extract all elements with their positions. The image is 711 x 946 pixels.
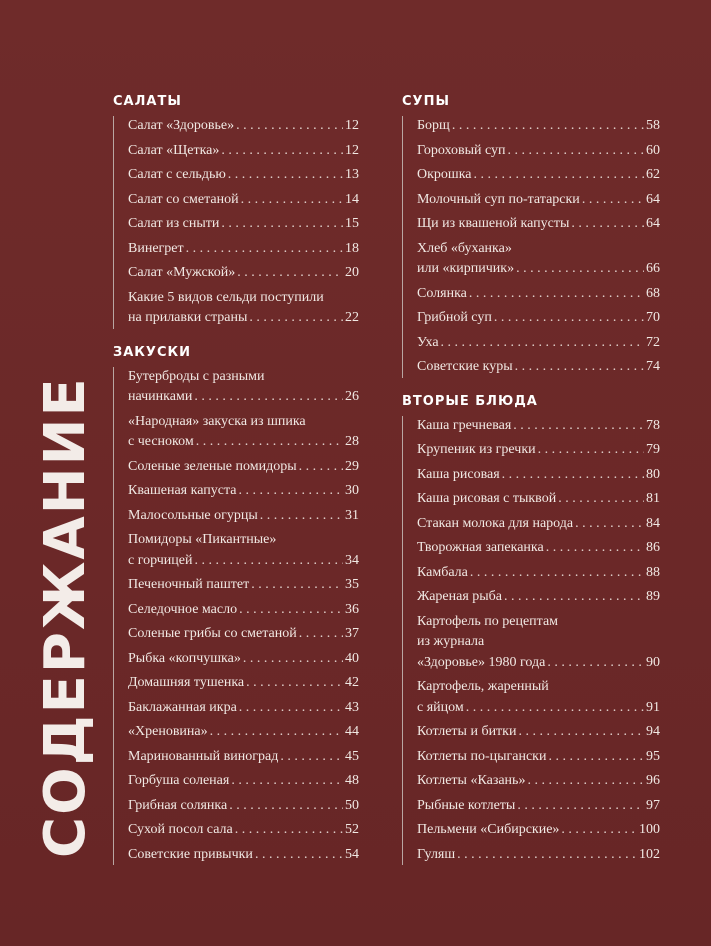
- toc-entry-page-number: 36: [345, 601, 359, 617]
- toc-entry-page-number: 40: [345, 650, 359, 666]
- toc-entry[interactable]: [417, 416, 660, 437]
- toc-entry-line: [128, 506, 359, 527]
- toc-entry-page-number: 28: [345, 434, 359, 449]
- dot-leader: [228, 165, 343, 186]
- toc-entry-page-number: 60: [646, 142, 660, 158]
- dot-leader: [210, 722, 343, 743]
- toc-entry-title: Салат «Щетка»: [128, 142, 220, 158]
- toc-entry[interactable]: [417, 214, 660, 235]
- toc-entry-line: [417, 214, 660, 235]
- dot-leader: [221, 214, 343, 235]
- toc-entry-line: [417, 239, 660, 260]
- toc-entry-title: Уха: [417, 334, 439, 350]
- toc-entry-title: на прилавки страны: [128, 310, 248, 325]
- dot-leader: [235, 820, 343, 841]
- dot-leader: [186, 239, 343, 260]
- section-heading: САЛАТЫ: [113, 94, 182, 109]
- toc-entry-title: Помидоры «Пикантные»: [128, 532, 277, 547]
- toc-entry-title: Борщ: [417, 118, 450, 133]
- dot-leader: [474, 165, 645, 186]
- toc-entry-page-number: 81: [646, 491, 660, 506]
- toc-entry[interactable]: [128, 116, 359, 137]
- toc-entry-line: [128, 432, 359, 453]
- toc-entry[interactable]: [417, 357, 660, 378]
- toc-entry-title: Селедочное масло: [128, 601, 238, 617]
- toc-entry[interactable]: [417, 820, 660, 841]
- toc-entry[interactable]: [417, 489, 660, 510]
- toc-entry-title: Крупеник из гречки: [417, 442, 536, 457]
- toc-entry-page-number: 90: [646, 654, 660, 670]
- toc-entry-line: [417, 333, 660, 354]
- toc-entry[interactable]: [128, 845, 359, 866]
- toc-entry-page-number: 78: [646, 417, 660, 433]
- dot-leader: [236, 116, 343, 137]
- toc-entry[interactable]: [128, 698, 359, 719]
- toc-entry-page-number: 31: [345, 507, 359, 523]
- toc-entry-page-number: 54: [345, 846, 359, 862]
- toc-entry[interactable]: [417, 514, 660, 535]
- toc-entry[interactable]: [417, 677, 660, 718]
- dot-leader: [504, 587, 644, 608]
- toc-entry-title: Рыбные котлеты: [417, 797, 516, 813]
- dot-leader: [518, 722, 644, 743]
- toc-entry-line: [417, 141, 660, 162]
- toc-entry-title: Салат с сельдью: [128, 167, 226, 182]
- toc-entry-line: [128, 575, 359, 596]
- section-entries: [113, 367, 359, 866]
- toc-entry-line: [417, 465, 660, 486]
- toc-entry[interactable]: [128, 457, 359, 478]
- toc-entry-line: [128, 141, 359, 162]
- toc-entry[interactable]: [128, 506, 359, 527]
- toc-entry-title: Малосольные огурцы: [128, 507, 258, 523]
- toc-entry-title: Котлеты и битки: [417, 724, 517, 739]
- dot-leader: [195, 551, 344, 572]
- dot-leader: [452, 116, 644, 137]
- toc-right-column: [402, 92, 660, 869]
- dot-leader: [517, 796, 644, 817]
- toc-entry-line: [128, 165, 359, 186]
- toc-entry-page-number: 95: [646, 748, 660, 764]
- toc-entry-title: Каша рисовая с тыквой: [417, 491, 557, 506]
- toc-entry-page-number: 35: [345, 577, 359, 592]
- toc-entry-title: из журнала: [417, 634, 485, 649]
- toc-entry-line: [417, 116, 660, 137]
- dot-leader: [251, 575, 343, 596]
- toc-entry[interactable]: [417, 722, 660, 743]
- toc-entry-title: Печеночный паштет: [128, 577, 250, 592]
- toc-entry-title: Котлеты «Казань»: [417, 773, 526, 788]
- toc-entry-title: Молочный суп по-татарски: [417, 191, 580, 207]
- dot-leader: [441, 333, 644, 354]
- toc-entry-title: Стакан молока для народа: [417, 515, 574, 531]
- toc-entry-title: Бутерброды с разными: [128, 368, 265, 384]
- toc-entry-line: [128, 600, 359, 621]
- toc-entry-title: Какие 5 видов сельди поступили: [128, 289, 324, 305]
- dot-leader: [548, 747, 644, 768]
- toc-entry-page-number: 88: [646, 564, 660, 580]
- toc-entry-line: [417, 587, 660, 608]
- toc-entry-title: Сухой посол сала: [128, 822, 233, 837]
- toc-entry-line: [128, 412, 359, 433]
- section-entries: [402, 416, 660, 866]
- dot-leader: [299, 624, 343, 645]
- dot-leader: [466, 698, 644, 719]
- dot-leader: [299, 457, 343, 478]
- toc-entry-line: [128, 288, 359, 309]
- toc-left-column: [113, 92, 359, 869]
- toc-entry-title: Квашеная капуста: [128, 483, 237, 498]
- toc-entry[interactable]: [417, 190, 660, 211]
- toc-entry-page-number: 29: [345, 458, 359, 474]
- dot-leader: [558, 489, 644, 510]
- toc-entry-page-number: 43: [345, 699, 359, 715]
- toc-entry-title: Каша гречневая: [417, 417, 512, 433]
- toc-entry-page-number: 80: [646, 466, 660, 482]
- toc-entry-page-number: 74: [646, 359, 660, 374]
- toc-entry-line: [417, 514, 660, 535]
- toc-entry-title: Жареная рыба: [417, 589, 503, 604]
- toc-entry-title: Соленые грибы со сметаной: [128, 626, 297, 641]
- toc-entry-line: [417, 632, 660, 653]
- toc-entry[interactable]: [417, 587, 660, 608]
- toc-entry[interactable]: [128, 722, 359, 743]
- dot-leader: [515, 357, 644, 378]
- toc-entry[interactable]: [128, 600, 359, 621]
- toc-entry-title: Грибной суп: [417, 310, 492, 325]
- toc-entry-page-number: 48: [345, 773, 359, 788]
- toc-entry-line: [417, 796, 660, 817]
- toc-entry-page-number: 50: [345, 797, 359, 813]
- toc-entry-title: Рыбка «копчушка»: [128, 650, 241, 666]
- toc-entry-title: Грибная солянка: [128, 797, 228, 813]
- toc-entry[interactable]: [417, 440, 660, 461]
- toc-entry-line: [417, 612, 660, 633]
- dot-leader: [513, 416, 644, 437]
- toc-entry-line: [417, 440, 660, 461]
- toc-entry[interactable]: [128, 820, 359, 841]
- toc-entry[interactable]: [417, 563, 660, 584]
- toc-entry[interactable]: [128, 649, 359, 670]
- toc-entry-line: [417, 284, 660, 305]
- toc-entry[interactable]: [128, 575, 359, 596]
- toc-entry-page-number: 34: [345, 552, 359, 568]
- dot-leader: [229, 796, 343, 817]
- section-heading: СУПЫ: [402, 94, 450, 109]
- toc-entry-line: [128, 190, 359, 211]
- toc-entry-page-number: 102: [639, 846, 660, 862]
- toc-entry-line: [128, 845, 359, 866]
- toc-entry-page-number: 79: [646, 442, 660, 457]
- toc-entry[interactable]: [128, 481, 359, 502]
- dot-leader: [196, 432, 343, 453]
- toc-entry[interactable]: [128, 624, 359, 645]
- toc-entry-line: [417, 165, 660, 186]
- toc-entry-page-number: 96: [646, 773, 660, 788]
- dot-leader: [494, 308, 644, 329]
- toc-entry[interactable]: [417, 845, 660, 866]
- dot-leader: [457, 845, 637, 866]
- toc-entry-title: Гуляш: [417, 846, 456, 862]
- toc-entry[interactable]: [417, 796, 660, 817]
- toc-entry[interactable]: [417, 612, 660, 674]
- dot-leader: [538, 440, 644, 461]
- toc-entry-line: [128, 239, 359, 260]
- toc-entry-title: с горчицей: [128, 552, 193, 568]
- toc-entry-title: Щи из квашеной капусты: [417, 216, 570, 231]
- toc-entry-page-number: 66: [646, 261, 660, 276]
- toc-entry-page-number: 68: [646, 285, 660, 301]
- toc-entry[interactable]: [128, 796, 359, 817]
- toc-entry-title: Гороховый суп: [417, 142, 506, 158]
- dot-leader: [508, 141, 644, 162]
- toc-entry-page-number: 12: [345, 118, 359, 133]
- dot-leader: [502, 465, 644, 486]
- toc-entry-title: Домашняя тушенка: [128, 675, 245, 690]
- toc-entry-title: «Хреновина»: [128, 724, 208, 739]
- dot-leader: [249, 308, 343, 329]
- section-gap: [113, 333, 359, 343]
- toc-entry-page-number: 72: [646, 334, 660, 350]
- section-entries: [402, 116, 660, 378]
- toc-entry-title: Хлеб «буханка»: [417, 240, 512, 256]
- dot-leader: [469, 284, 644, 305]
- toc-entry-title: Солянка: [417, 285, 467, 301]
- toc-entry-line: [128, 457, 359, 478]
- toc-entry-line: [128, 722, 359, 743]
- toc-entry-line: [417, 190, 660, 211]
- toc-entry[interactable]: [417, 538, 660, 559]
- toc-entry-line: [128, 771, 359, 792]
- toc-entry-line: [128, 796, 359, 817]
- toc-entry-title: Салат из сныти: [128, 216, 220, 231]
- toc-entry-title: Картофель по рецептам: [417, 613, 559, 629]
- toc-entry-page-number: 84: [646, 515, 660, 531]
- toc-entry-page-number: 26: [345, 389, 359, 404]
- toc-entry-line: [417, 538, 660, 559]
- toc-entry[interactable]: [128, 412, 359, 453]
- toc-entry-title: Окрошка: [417, 167, 472, 182]
- toc-entry[interactable]: [417, 239, 660, 280]
- toc-entry-title: Советские куры: [417, 359, 513, 374]
- toc-entry-title: Котлеты по-цыгански: [417, 748, 547, 764]
- toc-entry[interactable]: [128, 239, 359, 260]
- toc-entry[interactable]: [128, 263, 359, 284]
- toc-entry-line: [417, 820, 660, 841]
- toc-entry-line: [417, 563, 660, 584]
- toc-entry-title: Маринованный виноград: [128, 748, 279, 764]
- toc-entry-title: Горбуша соленая: [128, 773, 230, 788]
- toc-entry-title: с чесноком: [128, 434, 194, 449]
- toc-entry[interactable]: [128, 771, 359, 792]
- toc-entry-title: или «кирпичик»: [417, 261, 515, 276]
- toc-entry-line: [417, 698, 660, 719]
- toc-entry-title: Пельмени «Сибирские»: [417, 822, 560, 837]
- toc-entry[interactable]: [128, 165, 359, 186]
- toc-entry-line: [128, 214, 359, 235]
- toc-entry[interactable]: [417, 771, 660, 792]
- toc-entry[interactable]: [128, 673, 359, 694]
- toc-entry[interactable]: [128, 141, 359, 162]
- toc-entry[interactable]: [417, 284, 660, 305]
- dot-leader: [561, 820, 637, 841]
- toc-entry-line: [128, 308, 359, 329]
- dot-leader: [239, 600, 343, 621]
- section-heading: ВТОРЫЕ БЛЮДА: [402, 393, 538, 409]
- toc-entry[interactable]: [128, 530, 359, 571]
- toc-entry-title: Салат со сметаной: [128, 191, 239, 207]
- toc-entry[interactable]: [417, 333, 660, 354]
- toc-entry[interactable]: [417, 141, 660, 162]
- toc-entry-page-number: 22: [345, 310, 359, 325]
- dot-leader: [527, 771, 644, 792]
- toc-entry-page-number: 64: [646, 216, 660, 231]
- dot-leader: [575, 514, 644, 535]
- section-gap: [402, 382, 660, 392]
- dot-leader: [231, 771, 343, 792]
- toc-entry-page-number: 30: [345, 483, 359, 498]
- toc-entry-line: [417, 845, 660, 866]
- toc-entry[interactable]: [417, 308, 660, 329]
- toc-entry-line: [417, 677, 660, 698]
- toc-entry-page-number: 44: [345, 724, 359, 739]
- toc-entry-page-number: 45: [345, 748, 359, 764]
- toc-entry-page-number: 58: [646, 118, 660, 133]
- toc-entry-page-number: 37: [345, 626, 359, 641]
- toc-entry-page-number: 13: [345, 167, 359, 182]
- toc-entry-page-number: 15: [345, 216, 359, 231]
- toc-entry-line: [128, 263, 359, 284]
- toc-entry-line: [417, 357, 660, 378]
- dot-leader: [221, 141, 343, 162]
- toc-entry-line: [417, 259, 660, 280]
- toc-entry-title: Советские привычки: [128, 846, 253, 862]
- toc-entry-page-number: 94: [646, 724, 660, 739]
- toc-entry[interactable]: [128, 747, 359, 768]
- dot-leader: [470, 563, 644, 584]
- toc-entry-title: «Здоровье» 1980 года: [417, 654, 546, 670]
- dot-leader: [246, 673, 343, 694]
- dot-leader: [255, 845, 343, 866]
- toc-entry-page-number: 97: [646, 797, 660, 813]
- toc-entry[interactable]: [128, 214, 359, 235]
- toc-entry-title: Винегрет: [128, 240, 184, 256]
- toc-entry-line: [417, 653, 660, 674]
- toc-entry-line: [417, 722, 660, 743]
- toc-entry[interactable]: [417, 165, 660, 186]
- toc-entry-page-number: 20: [345, 265, 359, 280]
- toc-entry-title: Каша рисовая: [417, 466, 500, 482]
- toc-entry-page-number: 62: [646, 167, 660, 182]
- toc-entry-line: [417, 416, 660, 437]
- toc-entry-page-number: 64: [646, 191, 660, 207]
- toc-entry[interactable]: [417, 747, 660, 768]
- toc-entry-page-number: 18: [345, 240, 359, 256]
- toc-entry-page-number: 42: [345, 675, 359, 690]
- toc-entry-title: Творожная запеканка: [417, 540, 544, 555]
- toc-entry-page-number: 52: [345, 822, 359, 837]
- toc-entry-line: [128, 387, 359, 408]
- toc-entry-line: [128, 551, 359, 572]
- dot-leader: [516, 259, 644, 280]
- dot-leader: [260, 506, 343, 527]
- toc-entry-line: [128, 747, 359, 768]
- dot-leader: [238, 481, 343, 502]
- dot-leader: [243, 649, 343, 670]
- toc-entry-title: Салат «Мужской»: [128, 265, 236, 280]
- toc-entry-line: [417, 308, 660, 329]
- toc-entry-page-number: 89: [646, 589, 660, 604]
- toc-entry-title: Картофель, жаренный: [417, 679, 549, 694]
- toc-entry-line: [128, 530, 359, 551]
- toc-entry-line: [128, 649, 359, 670]
- toc-entry-line: [417, 771, 660, 792]
- toc-entry-line: [128, 367, 359, 388]
- toc-entry-page-number: 12: [345, 142, 359, 158]
- toc-entry-line: [128, 673, 359, 694]
- toc-entry-page-number: 91: [646, 699, 660, 715]
- toc-entry-line: [128, 481, 359, 502]
- toc-entry-page-number: 70: [646, 310, 660, 325]
- section-entries: [113, 116, 359, 329]
- toc-entry-line: [417, 747, 660, 768]
- dot-leader: [241, 190, 343, 211]
- toc-entry-line: [128, 116, 359, 137]
- toc-entry-title: с яйцом: [417, 699, 464, 715]
- dot-leader: [239, 698, 343, 719]
- dot-leader: [547, 653, 644, 674]
- dot-leader: [194, 387, 343, 408]
- toc-entry-page-number: 14: [345, 191, 359, 207]
- toc-entry-title: Соленые зеленые помидоры: [128, 458, 297, 474]
- toc-entry-line: [128, 820, 359, 841]
- toc-entry[interactable]: [417, 116, 660, 137]
- toc-entry-title: «Народная» закуска из шпика: [128, 413, 306, 429]
- toc-entry-line: [128, 698, 359, 719]
- toc-entry[interactable]: [128, 367, 359, 408]
- toc-entry-title: начинками: [128, 389, 193, 404]
- toc-entry[interactable]: [417, 465, 660, 486]
- toc-entry-title: Баклажанная икра: [128, 699, 237, 715]
- toc-entry-line: [128, 624, 359, 645]
- dot-leader: [237, 263, 343, 284]
- toc-entry-page-number: 100: [639, 822, 660, 837]
- toc-entry[interactable]: [128, 288, 359, 329]
- section-heading: ЗАКУСКИ: [113, 344, 191, 360]
- dot-leader: [280, 747, 343, 768]
- page-title: СОДЕРЖАНИЕ: [33, 376, 98, 858]
- toc-entry-line: [417, 489, 660, 510]
- toc-entry-title: Камбала: [417, 564, 468, 580]
- toc-entry-title: Салат «Здоровье»: [128, 118, 235, 133]
- dot-leader: [582, 190, 644, 211]
- toc-entry[interactable]: [128, 190, 359, 211]
- dot-leader: [571, 214, 644, 235]
- toc-entry-page-number: 86: [646, 540, 660, 555]
- dot-leader: [546, 538, 644, 559]
